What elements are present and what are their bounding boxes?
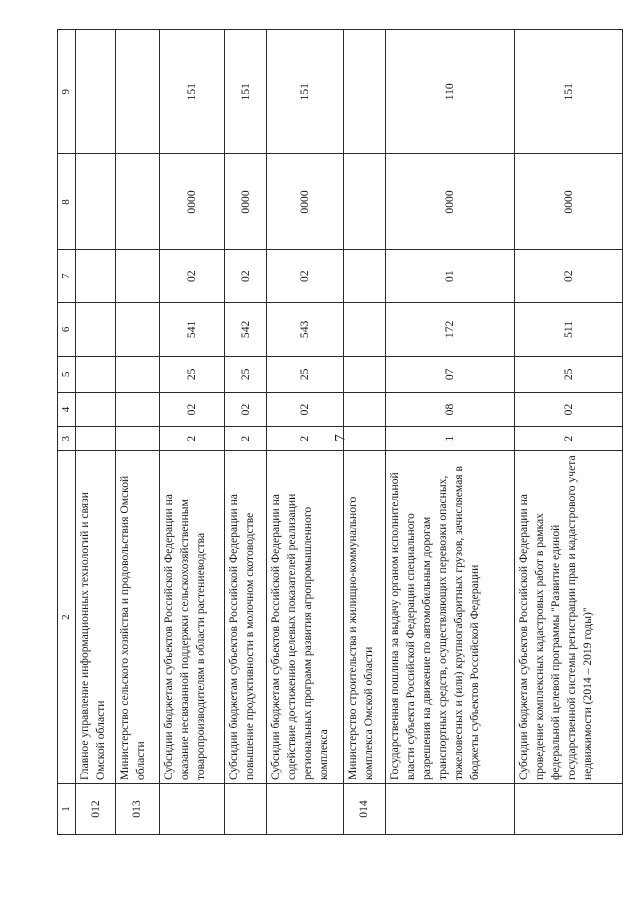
code-part-cell: 542 (224, 302, 266, 356)
code-part-cell: 172 (386, 302, 515, 356)
column-header: 1 (58, 784, 76, 835)
budget-codes-table (57, 29, 623, 835)
code-part-cell: 0000 (515, 154, 623, 250)
header-row (58, 30, 76, 835)
code-part-cell (116, 302, 159, 356)
code-part-cell: 0000 (386, 154, 515, 250)
admin-code-cell (224, 784, 266, 835)
code-part-cell: 541 (159, 302, 224, 356)
name-cell: Главное управление информационных технологий и связи Омской области (76, 451, 116, 784)
table-row (343, 30, 385, 835)
admin-code-cell: 013 (116, 784, 159, 835)
code-part-cell: 02 (224, 250, 266, 302)
table-row (267, 30, 344, 835)
code-part-cell: 151 (159, 30, 224, 155)
code-part-cell: 08 (386, 392, 515, 426)
code-part-cell: 25 (267, 356, 344, 392)
code-part-cell (343, 302, 385, 356)
code-part-cell: 0000 (267, 154, 344, 250)
code-part-cell: 151 (224, 30, 266, 155)
name-cell: Субсидии бюджетам субъектов Российской Федерации на содействие достижению целевых показателей реализации региональных программ развития агропромышленного комплекса (267, 451, 344, 784)
code-part-cell (76, 154, 116, 250)
admin-code-cell (159, 784, 224, 835)
admin-code-cell: 014 (343, 784, 385, 835)
code-part-cell (343, 392, 385, 426)
table-row (76, 30, 116, 835)
code-part-cell: 02 (159, 392, 224, 426)
code-part-cell: 151 (515, 30, 623, 155)
name-cell: Субсидии бюджетам субъектов Российской Федерации на повышение продуктивности в молочном скотоводстве (224, 451, 266, 784)
code-part-cell (76, 427, 116, 451)
name-cell: Министерство строительства и жилищно-коммунального комплекса Омской области (343, 451, 385, 784)
table-wrapper (57, 29, 623, 835)
code-part-cell: 0000 (224, 154, 266, 250)
code-part-cell: 25 (515, 356, 623, 392)
table-row (116, 30, 159, 835)
rotated-page-area (57, 29, 623, 835)
code-part-cell (343, 30, 385, 155)
code-part-cell (76, 302, 116, 356)
code-part-cell (343, 154, 385, 250)
column-header: 7 (58, 250, 76, 302)
column-header: 5 (58, 356, 76, 392)
code-part-cell: 25 (224, 356, 266, 392)
code-part-cell: 2 (515, 427, 623, 451)
code-part-cell (116, 427, 159, 451)
code-part-cell (76, 356, 116, 392)
admin-code-cell (515, 784, 623, 835)
code-part-cell: 110 (386, 30, 515, 155)
column-header: 6 (58, 302, 76, 356)
code-part-cell: 0000 (159, 154, 224, 250)
code-part-cell (76, 392, 116, 426)
admin-code-cell (267, 784, 344, 835)
column-header: 2 (58, 451, 76, 784)
code-part-cell: 25 (159, 356, 224, 392)
page-number: 7 (332, 434, 349, 442)
name-cell: Субсидии бюджетам субъектов Российской Федерации на оказание несвязанной поддержки сельскохозяйственным товаропроизводителям в области растениеводства (159, 451, 224, 784)
table-row (224, 30, 266, 835)
code-part-cell (116, 30, 159, 155)
column-header: 8 (58, 154, 76, 250)
code-part-cell: 02 (224, 392, 266, 426)
name-cell: Субсидии бюджетам субъектов Российской Федерации на проведение комплексных кадастровых работ в рамках федеральной целевой программы "Развитие единой государственной системы регистрации прав и кадастрового учета недвижимости (2014 – 2019 годы)" (515, 451, 623, 784)
code-part-cell: 02 (159, 250, 224, 302)
code-part-cell: 02 (267, 392, 344, 426)
code-part-cell: 151 (267, 30, 344, 155)
code-part-cell: 02 (515, 392, 623, 426)
table-row (515, 30, 623, 835)
column-header: 9 (58, 30, 76, 155)
code-part-cell: 02 (515, 250, 623, 302)
code-part-cell (76, 30, 116, 155)
code-part-cell (116, 250, 159, 302)
table-row (386, 30, 515, 835)
column-header: 4 (58, 392, 76, 426)
code-part-cell: 2 (267, 427, 344, 451)
code-part-cell: 1 (386, 427, 515, 451)
code-part-cell: 543 (267, 302, 344, 356)
code-part-cell (343, 250, 385, 302)
code-part-cell (116, 356, 159, 392)
code-part-cell: 07 (386, 356, 515, 392)
code-part-cell: 511 (515, 302, 623, 356)
name-cell: Государственная пошлина за выдачу органом исполнительной власти субъекта Российской Федерации специального разрешения на движение по автомобильным дорогам транспортных средств, осуществляющих перевозки опасных, тяжеловесных и (или) крупногабаритных грузов, зачисляемая в бюджеты субъектов Российской Федерации (386, 451, 515, 784)
code-part-cell (116, 392, 159, 426)
admin-code-cell: 012 (76, 784, 116, 835)
code-part-cell: 2 (224, 427, 266, 451)
table-row (159, 30, 224, 835)
code-part-cell (343, 356, 385, 392)
code-part-cell: 01 (386, 250, 515, 302)
name-cell: Министерство сельского хозяйства и продовольствия Омской области (116, 451, 159, 784)
column-header: 3 (58, 427, 76, 451)
code-part-cell (116, 154, 159, 250)
code-part-cell (76, 250, 116, 302)
code-part-cell: 02 (267, 250, 344, 302)
code-part-cell (343, 427, 385, 451)
admin-code-cell (386, 784, 515, 835)
code-part-cell: 2 (159, 427, 224, 451)
